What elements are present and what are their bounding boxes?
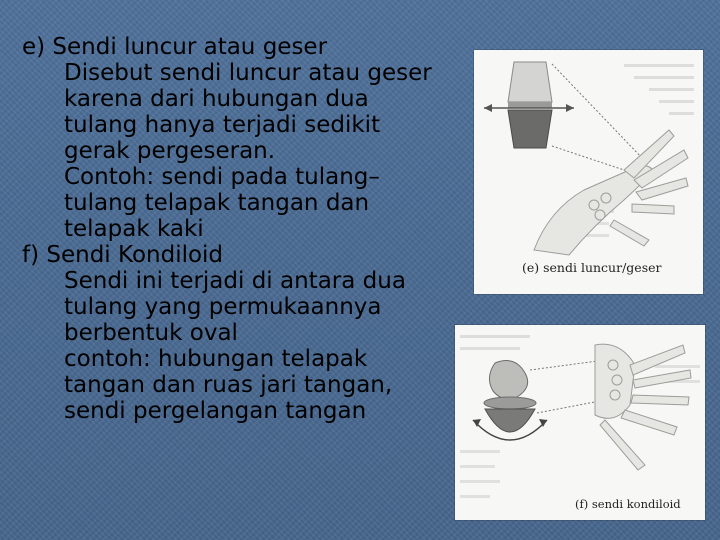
condyloid-joint-figure (455, 325, 705, 520)
body-line: sendi pergelangan tangan (64, 398, 367, 424)
gliding-joint-hand-illustration-icon (474, 50, 703, 294)
body-line: Disebut sendi luncur atau geser (64, 60, 432, 86)
body-line: tulang hanya terjadi sedikit (64, 112, 381, 138)
body-line: tangan dan ruas jari tangan, (64, 372, 393, 398)
body-line: karena dari hubungan dua (64, 86, 369, 112)
body-line: Contoh: sendi pada tulang– (64, 164, 380, 190)
body-line: gerak pergeseran. (64, 138, 276, 164)
gliding-joint-caption: (e) sendi luncur/geser (522, 260, 662, 275)
body-line: tulang yang permukaannya (64, 294, 382, 320)
body-line: contoh: hubungan telapak (64, 346, 368, 372)
heading-sendi-luncur: e) Sendi luncur atau geser (22, 34, 328, 60)
body-line: berbentuk oval (64, 320, 238, 346)
condyloid-joint-caption: (f) sendi kondiloid (575, 497, 681, 511)
heading-sendi-kondiloid: f) Sendi Kondiloid (22, 242, 224, 268)
slide-text (22, 34, 467, 424)
condyloid-joint-hand-illustration-icon (455, 325, 705, 520)
body-line: Sendi ini terjadi di antara dua (64, 268, 406, 294)
body-line: tulang telapak tangan dan (64, 190, 370, 216)
gliding-joint-figure (474, 50, 703, 294)
body-line: telapak kaki (64, 216, 204, 242)
